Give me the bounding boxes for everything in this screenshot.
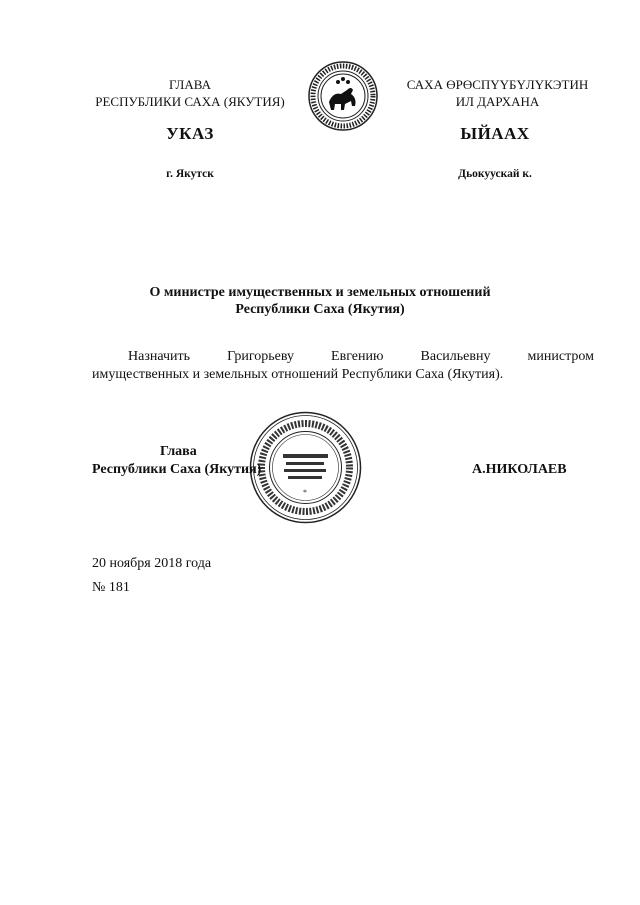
- header-right-line1: САХА ӨРӨСПҮҮБҮЛҮКЭТИН: [406, 77, 589, 92]
- decree-subject: [110, 284, 530, 318]
- subject-line2: Республики Саха (Якутия): [235, 302, 405, 317]
- republic-emblem-icon: [307, 60, 379, 132]
- header-left-line2: РЕСПУБЛИКИ САХА (ЯКУТИЯ): [95, 94, 285, 109]
- decree-number: № 181: [92, 580, 130, 595]
- city-ru: г. Якутск: [166, 168, 214, 180]
- header-left-line1: ГЛАВА: [169, 77, 211, 92]
- signature-title-line1: Глава: [160, 444, 197, 459]
- official-seal-icon: [248, 410, 363, 525]
- decree-title-ru: УКАЗ: [166, 124, 214, 143]
- header-left: [80, 76, 300, 110]
- decree-date: 20 ноября 2018 года: [92, 556, 212, 571]
- body-line2: имущественных и земельных отношений Республики Саха (Якутия).: [92, 367, 504, 382]
- decree-title-sah: ЫЙААХ: [460, 124, 530, 143]
- header-right-line2: ИЛ ДАРХАНА: [455, 94, 540, 109]
- signer-name: А.НИКОЛАЕВ: [472, 462, 567, 477]
- body-line1: Назначить Григорьеву Евгению Васильевну министром: [128, 349, 594, 364]
- svg-text:*: *: [303, 488, 307, 497]
- subject-line1: О министре имущественных и земельных отношений: [149, 285, 491, 300]
- signature-title-line2: Республики Саха (Якутия): [92, 462, 262, 477]
- header-right: [390, 76, 605, 110]
- city-sah: Дьокуускай к.: [458, 168, 532, 180]
